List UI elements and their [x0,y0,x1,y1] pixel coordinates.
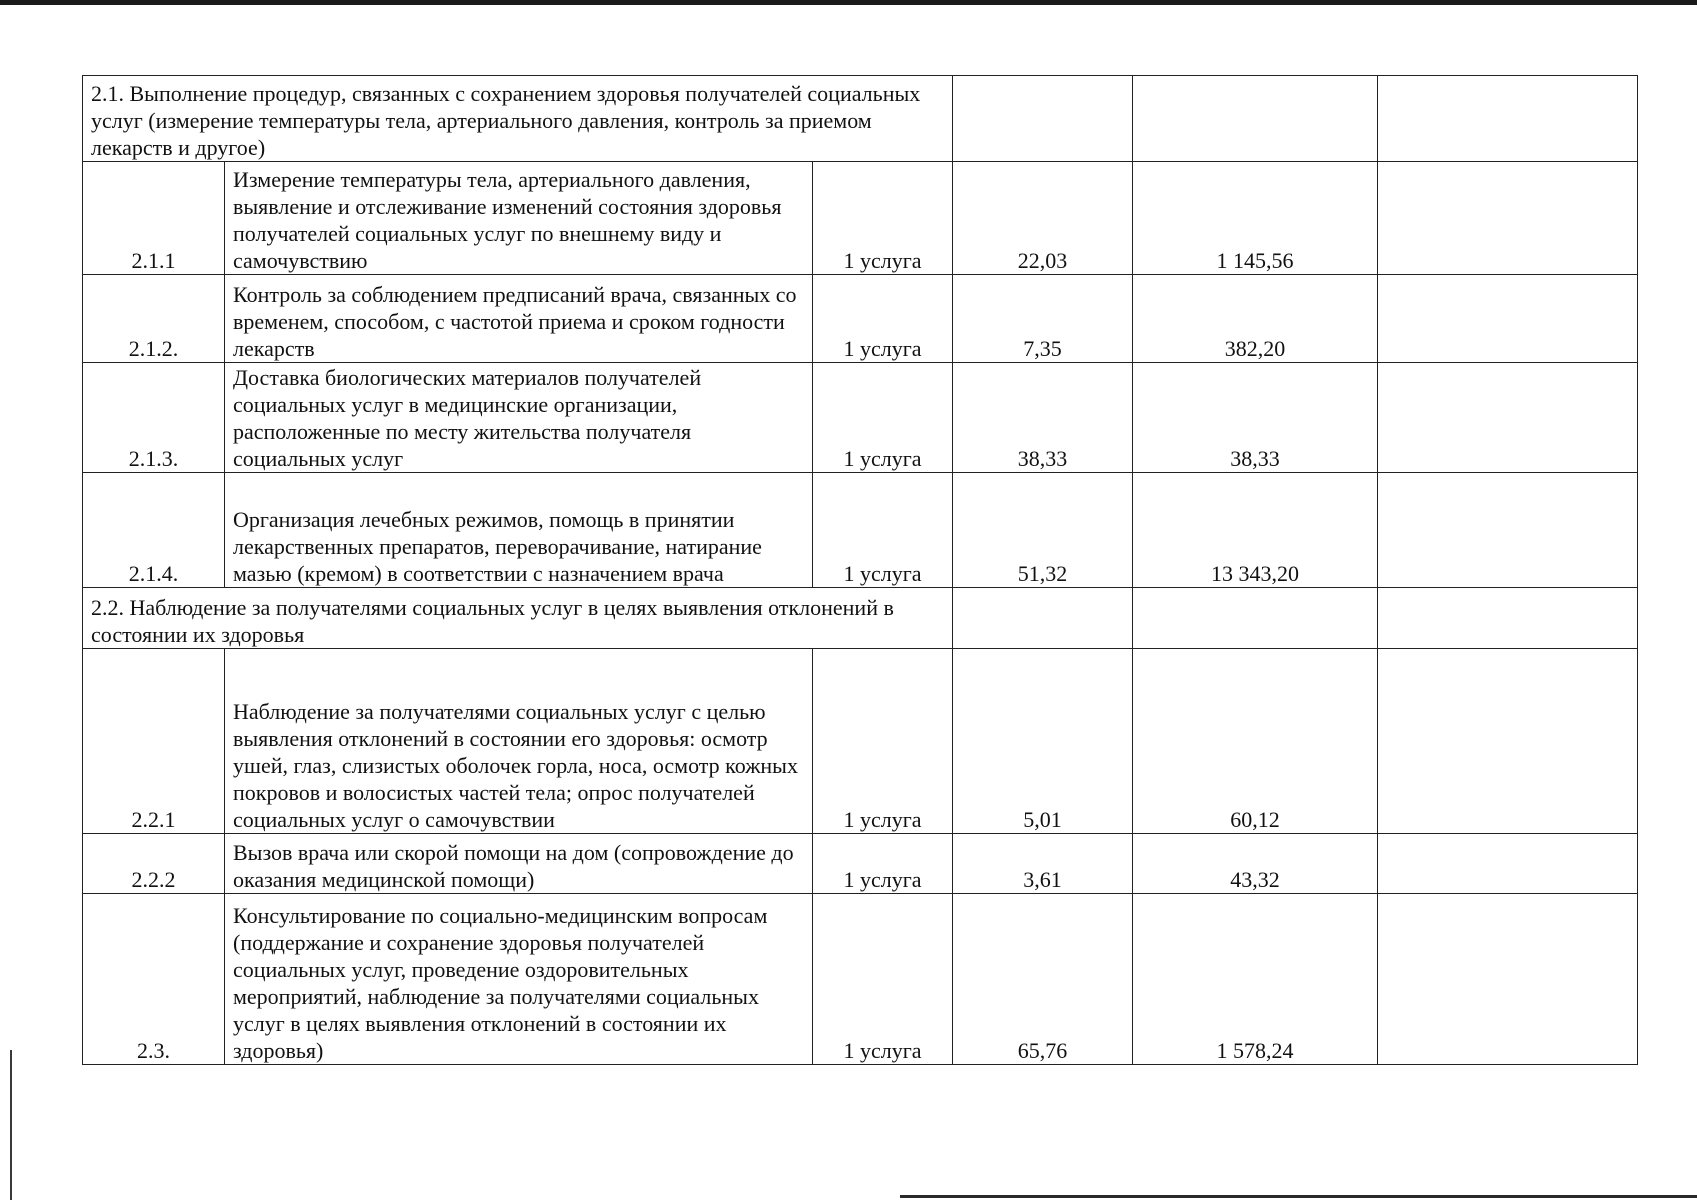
total-cost: 1 145,56 [1133,162,1378,275]
row-number: 2.1.4. [83,473,225,588]
service-unit: 1 услуга [813,834,953,894]
table-row [83,834,1638,894]
empty-cell [1378,894,1638,1065]
unit-price: 51,32 [953,473,1133,588]
table-row [83,649,1638,834]
service-unit: 1 услуга [813,649,953,834]
row-number: 2.1.1 [83,162,225,275]
empty-cell [1378,834,1638,894]
section-heading-row [83,588,1638,649]
total-cost: 382,20 [1133,275,1378,363]
empty-cell [1378,588,1638,649]
scan-left-edge-mark [10,1050,12,1200]
row-number: 2.1.3. [83,363,225,473]
section-heading: 2.1. Выполнение процедур, связанных с сохранением здоровья получателей социальных услуг (измерение температуры тела, артериального давления, контроль за приемом лекарств и другое) [83,76,953,162]
service-name: Контроль за соблюдением предписаний врача, связанных со временем, способом, с частотой приема и сроком годности лекарств [225,275,813,363]
service-name: Доставка биологических материалов получателей социальных услуг в медицинские организации, расположенные по месту жительства получателя социальных услуг [225,363,813,473]
empty-cell [1378,162,1638,275]
unit-price: 5,01 [953,649,1133,834]
empty-cell [1133,588,1378,649]
empty-cell [1378,275,1638,363]
section-heading: 2.2. Наблюдение за получателями социальных услуг в целях выявления отклонений в состоянии их здоровья [83,588,953,649]
empty-cell [1378,473,1638,588]
unit-price: 22,03 [953,162,1133,275]
service-unit: 1 услуга [813,275,953,363]
unit-price: 38,33 [953,363,1133,473]
scan-bottom-edge-mark [900,1195,1697,1198]
unit-price: 3,61 [953,834,1133,894]
table-row [83,162,1638,275]
table-row [83,473,1638,588]
total-cost: 38,33 [1133,363,1378,473]
table-row [83,363,1638,473]
table-row [83,894,1638,1065]
service-unit: 1 услуга [813,363,953,473]
total-cost: 43,32 [1133,834,1378,894]
service-unit: 1 услуга [813,473,953,588]
unit-price: 7,35 [953,275,1133,363]
service-name: Консультирование по социально-медицинским вопросам (поддержание и сохранение здоровья получателей социальных услуг, проведение оздоровительных мероприятий, наблюдение за получателями социальных услуг в целях выявления отклонений в состоянии их здоровья) [225,894,813,1065]
empty-cell [1133,76,1378,162]
total-cost: 1 578,24 [1133,894,1378,1065]
service-name: Вызов врача или скорой помощи на дом (сопровождение до оказания медицинской помощи) [225,834,813,894]
row-number: 2.2.1 [83,649,225,834]
total-cost: 60,12 [1133,649,1378,834]
empty-cell [1378,363,1638,473]
empty-cell [953,76,1133,162]
service-unit: 1 услуга [813,162,953,275]
row-number: 2.3. [83,894,225,1065]
section-heading-row [83,76,1638,162]
empty-cell [1378,76,1638,162]
total-cost: 13 343,20 [1133,473,1378,588]
table-row [83,275,1638,363]
service-name: Организация лечебных режимов, помощь в принятии лекарственных препаратов, переворачивание, натирание мазью (кремом) в соответствии с назначением врача [225,473,813,588]
empty-cell [1378,649,1638,834]
row-number: 2.1.2. [83,275,225,363]
services-price-table [82,75,1638,1065]
empty-cell [953,588,1133,649]
service-name: Наблюдение за получателями социальных услуг с целью выявления отклонений в состоянии его здоровья: осмотр ушей, глаз, слизистых оболочек горла, носа, осмотр кожных покровов и волосистых частей тела; опрос получателей социальных услуг о самочувствии [225,649,813,834]
scan-top-border [0,0,1697,5]
unit-price: 65,76 [953,894,1133,1065]
service-unit: 1 услуга [813,894,953,1065]
row-number: 2.2.2 [83,834,225,894]
service-name: Измерение температуры тела, артериального давления, выявление и отслеживание изменений состояния здоровья получателей социальных услуг по внешнему виду и самочувствию [225,162,813,275]
